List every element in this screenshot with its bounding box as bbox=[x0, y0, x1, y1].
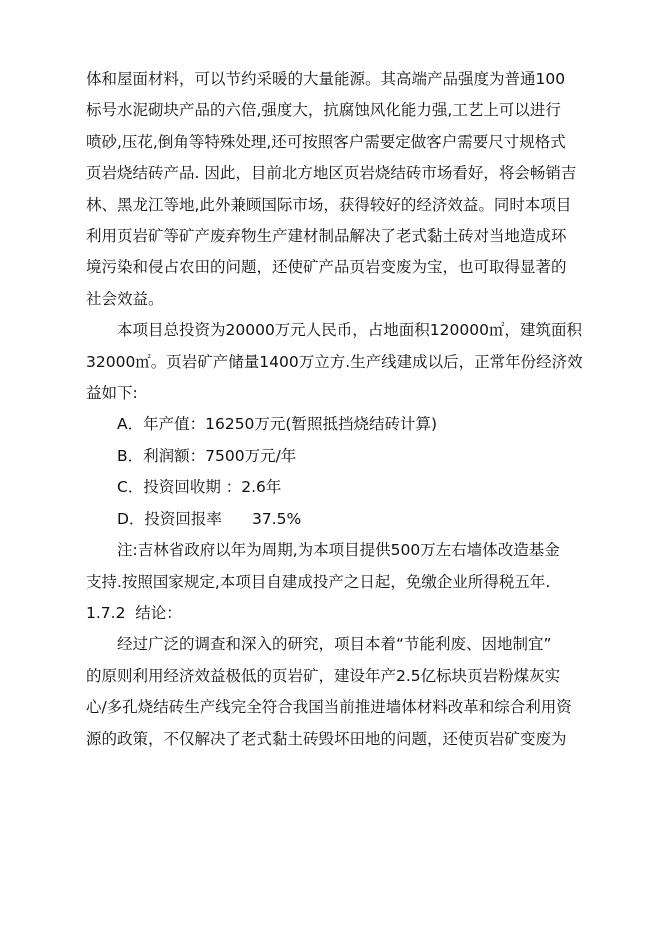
text-line: 源的政策，不仅解决了老式黏土砖毁坏田地的问题，还使页岩矿变废为 bbox=[86, 729, 567, 748]
list-item-profit: B．利润额：7500万元/年 bbox=[117, 446, 297, 465]
paragraph-benefits bbox=[86, 64, 586, 315]
section-heading: 1.7.2 结论： bbox=[86, 603, 182, 622]
text-line: 32000㎡。页岩矿产储量1400万立方.生产线建成以后，正常年份经济效 bbox=[86, 352, 583, 371]
paragraph-note bbox=[86, 535, 586, 598]
text-line: 林、黑龙江等地,此外兼顾国际市场，获得较好的经济效益。同时本项目 bbox=[86, 195, 572, 214]
list-item-output-value: A．年产值：16250万元(暂照抵挡烧结砖计算) bbox=[117, 415, 438, 434]
text-line: 经过广泛的调查和深入的研究，项目本着“节能利废、因地制宜” bbox=[117, 635, 552, 654]
paragraph-investment bbox=[86, 315, 586, 409]
text-line: 喷砂,压花,倒角等特殊处理,还可按照客户需要定做客户需要尺寸规格式 bbox=[86, 132, 566, 151]
list-item-return-rate bbox=[86, 504, 586, 535]
text-line: 社会效益。 bbox=[86, 289, 164, 308]
return-rate-label: D．投资回报率 bbox=[117, 509, 222, 528]
text-line: 注:吉林省政府以年为周期,为本项目提供500万左右墙体改造基金 bbox=[117, 541, 560, 560]
text-line: 益如下: bbox=[86, 384, 138, 403]
list-item-payback-period: C．投资回收期 ：2.6年 bbox=[117, 478, 282, 497]
text-line: 本项目总投资为20000万元人民币，占地面积120000㎡，建筑面积 bbox=[117, 321, 582, 340]
text-line: 的原则利用经济效益极低的页岩矿，建设年产2.5亿标块页岩粉煤灰实 bbox=[86, 666, 561, 685]
text-line: 页岩烧结砖产品. 因此，目前北方地区页岩烧结砖市场看好，将会畅销吉 bbox=[86, 164, 577, 183]
text-line: 标号水泥砌块产品的六倍,强度大，抗腐蚀风化能力强,工艺上可以进行 bbox=[86, 101, 561, 120]
text-line: 支持.按照国家规定,本项目自建成投产之日起，免缴企业所得税五年. bbox=[86, 572, 551, 591]
document-body bbox=[86, 64, 586, 755]
return-rate-value: 37.5% bbox=[251, 509, 302, 528]
paragraph-conclusion bbox=[86, 629, 586, 755]
text-line: 体和屋面材料，可以节约采暖的大量能源。其高端产品强度为普通100 bbox=[86, 70, 566, 88]
text-line: 境污染和侵占农田的问题，还使矿产品页岩变废为宝，也可取得显著的 bbox=[86, 258, 567, 277]
text-line: 利用页岩矿等矿产废弃物生产建材制品解决了老式黏土砖对当地造成环 bbox=[86, 227, 567, 246]
text-line: 心/多孔烧结砖生产线完全符合我国当前推进墙体材料改革和综合利用资 bbox=[86, 698, 572, 717]
